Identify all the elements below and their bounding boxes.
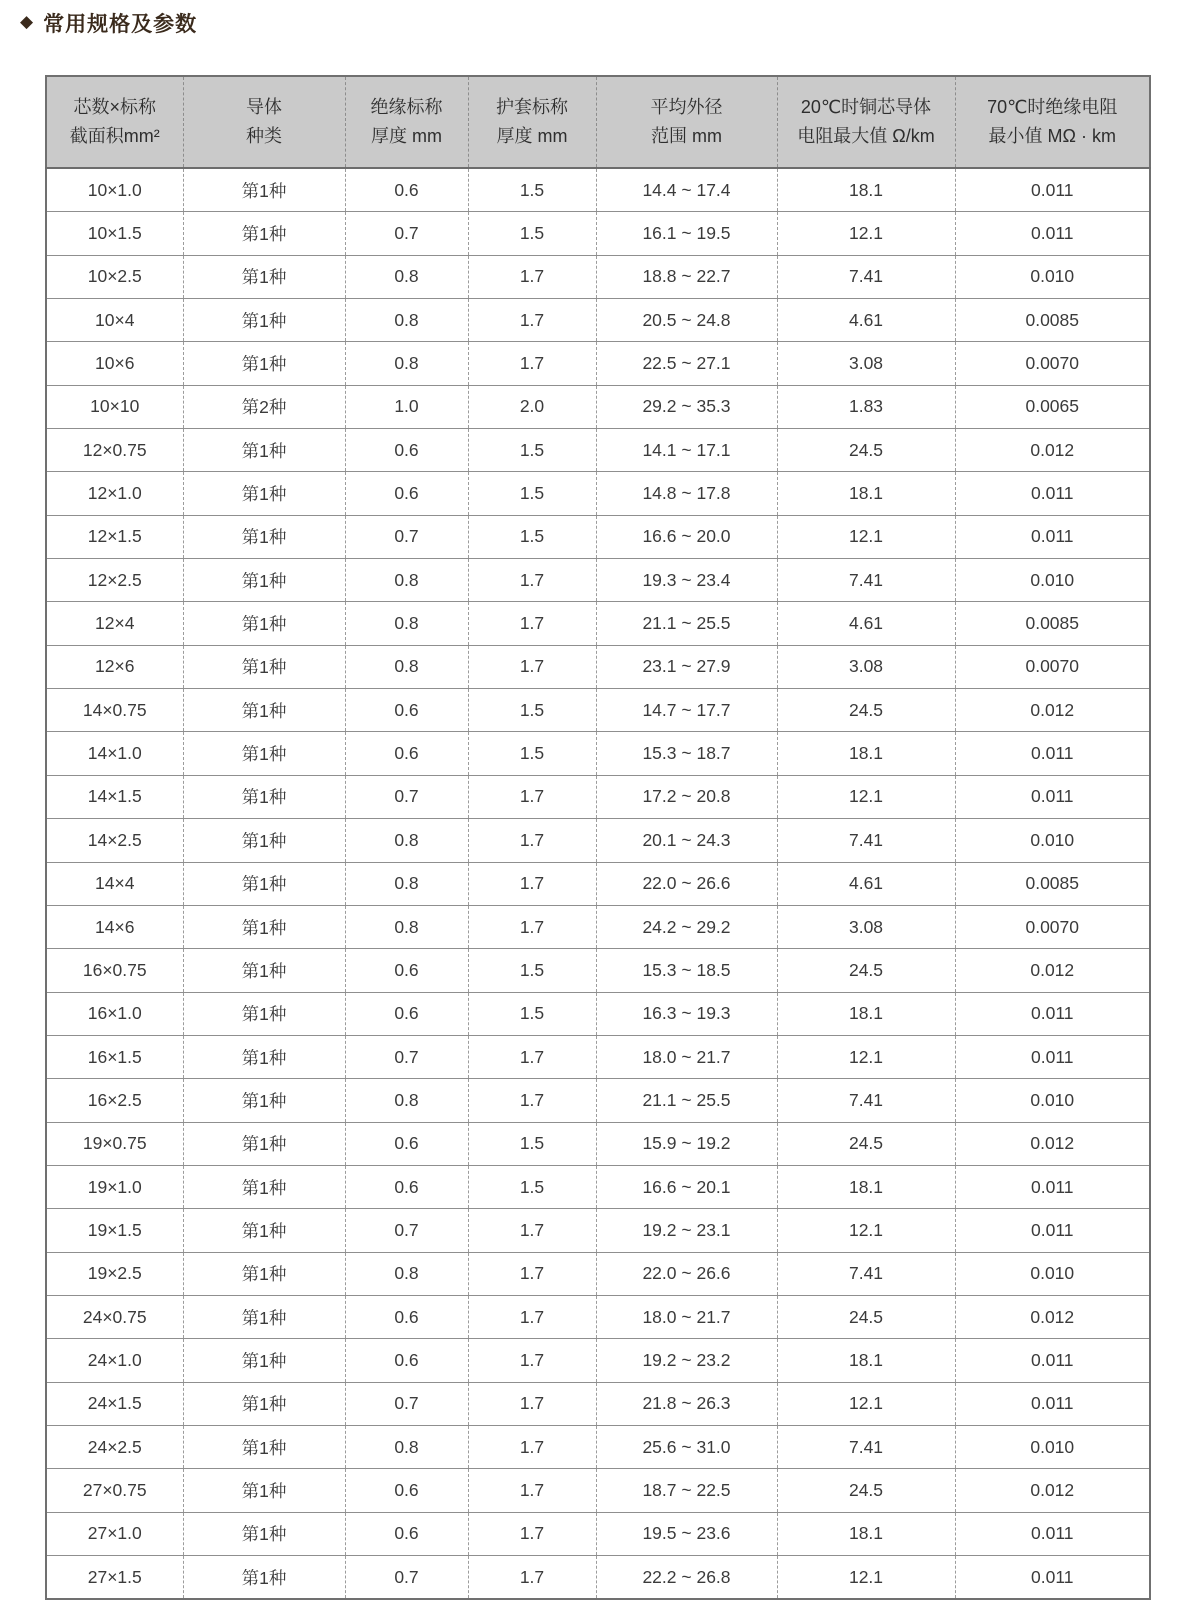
- table-cell: 14×1.0: [46, 732, 183, 775]
- table-cell: 0.012: [955, 1295, 1150, 1338]
- table-cell: 第1种: [183, 1165, 345, 1208]
- table-cell: 1.7: [468, 1382, 596, 1425]
- table-cell: 25.6 ~ 31.0: [596, 1425, 777, 1468]
- table-cell: 0.0070: [955, 645, 1150, 688]
- table-cell: 18.1: [777, 732, 955, 775]
- table-cell: 14×4: [46, 862, 183, 905]
- table-cell: 7.41: [777, 559, 955, 602]
- table-cell: 19.5 ~ 23.6: [596, 1512, 777, 1555]
- table-cell: 1.5: [468, 429, 596, 472]
- table-cell: 0.6: [345, 732, 468, 775]
- table-cell: 第1种: [183, 775, 345, 818]
- table-cell: 第1种: [183, 429, 345, 472]
- table-cell: 0.7: [345, 1035, 468, 1078]
- table-cell: 0.010: [955, 1079, 1150, 1122]
- table-cell: 0.010: [955, 1252, 1150, 1295]
- column-header: 20℃时铜芯导体 电阻最大值 Ω/km: [777, 76, 955, 168]
- table-cell: 15.3 ~ 18.7: [596, 732, 777, 775]
- table-cell: 第1种: [183, 689, 345, 732]
- table-cell: 1.7: [468, 905, 596, 948]
- table-cell: 0.6: [345, 1122, 468, 1165]
- table-row: [46, 385, 1150, 428]
- table-cell: 0.8: [345, 255, 468, 298]
- table-cell: 1.7: [468, 819, 596, 862]
- table-cell: 16×0.75: [46, 949, 183, 992]
- table-cell: 19×2.5: [46, 1252, 183, 1295]
- table-cell: 24.5: [777, 1295, 955, 1338]
- table-cell: 第1种: [183, 1252, 345, 1295]
- table-row: [46, 1122, 1150, 1165]
- table-cell: 1.7: [468, 1035, 596, 1078]
- table-cell: 0.8: [345, 905, 468, 948]
- table-cell: 24×2.5: [46, 1425, 183, 1468]
- table-cell: 22.0 ~ 26.6: [596, 862, 777, 905]
- table-cell: 0.8: [345, 645, 468, 688]
- table-cell: 第1种: [183, 1035, 345, 1078]
- table-cell: 0.6: [345, 1165, 468, 1208]
- table-cell: 19.3 ~ 23.4: [596, 559, 777, 602]
- spec-table-body: [46, 168, 1150, 1599]
- table-cell: 24×1.5: [46, 1382, 183, 1425]
- table-cell: 第1种: [183, 1295, 345, 1338]
- table-cell: 第1种: [183, 559, 345, 602]
- table-row: [46, 689, 1150, 732]
- table-cell: 12×2.5: [46, 559, 183, 602]
- table-cell: 0.8: [345, 1252, 468, 1295]
- table-cell: 0.011: [955, 1209, 1150, 1252]
- table-row: [46, 472, 1150, 515]
- table-row: [46, 1425, 1150, 1468]
- table-cell: 21.1 ~ 25.5: [596, 1079, 777, 1122]
- table-cell: 0.0065: [955, 385, 1150, 428]
- table-cell: 16.3 ~ 19.3: [596, 992, 777, 1035]
- table-cell: 0.012: [955, 689, 1150, 732]
- table-cell: 第1种: [183, 212, 345, 255]
- spec-table-head: [46, 76, 1150, 168]
- table-cell: 第1种: [183, 1339, 345, 1382]
- table-cell: 1.7: [468, 1556, 596, 1600]
- table-cell: 24.5: [777, 689, 955, 732]
- table-cell: 27×1.0: [46, 1512, 183, 1555]
- table-cell: 0.7: [345, 1556, 468, 1600]
- table-row: [46, 862, 1150, 905]
- table-cell: 7.41: [777, 1252, 955, 1295]
- table-cell: 0.6: [345, 689, 468, 732]
- table-cell: 14×1.5: [46, 775, 183, 818]
- table-cell: 12×1.0: [46, 472, 183, 515]
- table-cell: 第1种: [183, 255, 345, 298]
- table-cell: 15.3 ~ 18.5: [596, 949, 777, 992]
- table-cell: 29.2 ~ 35.3: [596, 385, 777, 428]
- table-cell: 10×1.0: [46, 168, 183, 212]
- table-row: [46, 775, 1150, 818]
- diamond-icon: ◆: [20, 12, 35, 31]
- table-row: [46, 515, 1150, 558]
- table-cell: 12×4: [46, 602, 183, 645]
- table-cell: 第1种: [183, 732, 345, 775]
- table-cell: 1.7: [468, 1425, 596, 1468]
- table-cell: 1.7: [468, 1252, 596, 1295]
- spec-table: [45, 75, 1151, 1600]
- table-cell: 10×10: [46, 385, 183, 428]
- table-cell: 1.7: [468, 1469, 596, 1512]
- table-cell: 18.0 ~ 21.7: [596, 1295, 777, 1338]
- table-cell: 10×2.5: [46, 255, 183, 298]
- table-cell: 12.1: [777, 1209, 955, 1252]
- table-row: [46, 992, 1150, 1035]
- table-cell: 0.0085: [955, 862, 1150, 905]
- table-cell: 第1种: [183, 905, 345, 948]
- table-cell: 12.1: [777, 212, 955, 255]
- table-cell: 4.61: [777, 862, 955, 905]
- table-cell: 1.7: [468, 342, 596, 385]
- table-cell: 0.012: [955, 1469, 1150, 1512]
- table-row: [46, 1035, 1150, 1078]
- table-row: [46, 1469, 1150, 1512]
- table-row: [46, 168, 1150, 212]
- table-cell: 1.7: [468, 862, 596, 905]
- table-cell: 18.8 ~ 22.7: [596, 255, 777, 298]
- table-cell: 第1种: [183, 299, 345, 342]
- table-cell: 1.5: [468, 732, 596, 775]
- table-cell: 12.1: [777, 1035, 955, 1078]
- table-cell: 0.8: [345, 299, 468, 342]
- table-row: [46, 212, 1150, 255]
- table-cell: 0.7: [345, 1382, 468, 1425]
- table-cell: 第1种: [183, 602, 345, 645]
- table-cell: 0.6: [345, 949, 468, 992]
- table-cell: 第1种: [183, 1425, 345, 1468]
- table-cell: 1.0: [345, 385, 468, 428]
- table-cell: 12×0.75: [46, 429, 183, 472]
- table-cell: 1.5: [468, 992, 596, 1035]
- table-cell: 第1种: [183, 1079, 345, 1122]
- table-row: [46, 1209, 1150, 1252]
- table-row: [46, 1295, 1150, 1338]
- table-cell: 7.41: [777, 819, 955, 862]
- table-cell: 14.4 ~ 17.4: [596, 168, 777, 212]
- table-cell: 12.1: [777, 1382, 955, 1425]
- table-cell: 7.41: [777, 255, 955, 298]
- table-cell: 18.1: [777, 472, 955, 515]
- table-cell: 0.8: [345, 819, 468, 862]
- table-cell: 0.7: [345, 1209, 468, 1252]
- table-cell: 第1种: [183, 472, 345, 515]
- table-cell: 0.6: [345, 992, 468, 1035]
- table-cell: 0.012: [955, 429, 1150, 472]
- column-header: 平均外径 范围 mm: [596, 76, 777, 168]
- table-cell: 0.011: [955, 1512, 1150, 1555]
- table-cell: 0.8: [345, 342, 468, 385]
- table-cell: 16×2.5: [46, 1079, 183, 1122]
- table-cell: 24.5: [777, 1122, 955, 1165]
- table-cell: 第1种: [183, 342, 345, 385]
- table-cell: 7.41: [777, 1079, 955, 1122]
- table-cell: 第1种: [183, 168, 345, 212]
- table-cell: 第1种: [183, 515, 345, 558]
- table-row: [46, 559, 1150, 602]
- table-cell: 第1种: [183, 1512, 345, 1555]
- table-cell: 1.7: [468, 559, 596, 602]
- table-cell: 3.08: [777, 905, 955, 948]
- table-row: [46, 342, 1150, 385]
- table-cell: 22.0 ~ 26.6: [596, 1252, 777, 1295]
- table-cell: 0.012: [955, 1122, 1150, 1165]
- table-cell: 18.7 ~ 22.5: [596, 1469, 777, 1512]
- table-cell: 0.7: [345, 212, 468, 255]
- table-cell: 16.6 ~ 20.1: [596, 1165, 777, 1208]
- table-cell: 24.5: [777, 429, 955, 472]
- table-cell: 7.41: [777, 1425, 955, 1468]
- table-cell: 18.1: [777, 1165, 955, 1208]
- table-cell: 0.012: [955, 949, 1150, 992]
- column-header: 70℃时绝缘电阻 最小值 MΩ · km: [955, 76, 1150, 168]
- table-cell: 14×0.75: [46, 689, 183, 732]
- table-cell: 1.5: [468, 949, 596, 992]
- table-cell: 第1种: [183, 1209, 345, 1252]
- table-row: [46, 1512, 1150, 1555]
- table-cell: 1.83: [777, 385, 955, 428]
- table-cell: 12×6: [46, 645, 183, 688]
- table-cell: 21.1 ~ 25.5: [596, 602, 777, 645]
- table-cell: 21.8 ~ 26.3: [596, 1382, 777, 1425]
- table-row: [46, 1165, 1150, 1208]
- table-row: [46, 1079, 1150, 1122]
- table-cell: 第1种: [183, 1469, 345, 1512]
- table-cell: 0.010: [955, 559, 1150, 602]
- table-row: [46, 602, 1150, 645]
- table-row: [46, 905, 1150, 948]
- section-title-text: 常用规格及参数: [43, 13, 198, 36]
- table-cell: 27×1.5: [46, 1556, 183, 1600]
- table-cell: 19×1.5: [46, 1209, 183, 1252]
- table-cell: 0.0070: [955, 905, 1150, 948]
- table-cell: 3.08: [777, 645, 955, 688]
- table-cell: 18.1: [777, 1339, 955, 1382]
- table-cell: 1.7: [468, 255, 596, 298]
- header-row: [46, 76, 1150, 168]
- table-cell: 16×1.0: [46, 992, 183, 1035]
- table-cell: 18.1: [777, 992, 955, 1035]
- table-cell: 0.6: [345, 429, 468, 472]
- table-cell: 0.011: [955, 168, 1150, 212]
- table-cell: 27×0.75: [46, 1469, 183, 1512]
- table-cell: 1.5: [468, 212, 596, 255]
- table-cell: 1.7: [468, 1339, 596, 1382]
- table-cell: 1.7: [468, 645, 596, 688]
- table-cell: 第2种: [183, 385, 345, 428]
- table-cell: 2.0: [468, 385, 596, 428]
- table-cell: 0.011: [955, 1382, 1150, 1425]
- table-cell: 0.0070: [955, 342, 1150, 385]
- table-cell: 第1种: [183, 862, 345, 905]
- table-cell: 14×2.5: [46, 819, 183, 862]
- table-cell: 1.5: [468, 689, 596, 732]
- table-cell: 12.1: [777, 775, 955, 818]
- table-cell: 14.1 ~ 17.1: [596, 429, 777, 472]
- table-cell: 0.011: [955, 775, 1150, 818]
- table-cell: 0.011: [955, 732, 1150, 775]
- table-cell: 0.6: [345, 1469, 468, 1512]
- table-cell: 0.8: [345, 1079, 468, 1122]
- table-cell: 12.1: [777, 515, 955, 558]
- table-cell: 0.011: [955, 1165, 1150, 1208]
- table-cell: 1.5: [468, 515, 596, 558]
- table-cell: 0.8: [345, 862, 468, 905]
- table-row: [46, 1382, 1150, 1425]
- table-cell: 24.5: [777, 1469, 955, 1512]
- table-cell: 第1种: [183, 992, 345, 1035]
- table-row: [46, 1252, 1150, 1295]
- table-cell: 1.5: [468, 1122, 596, 1165]
- table-cell: 17.2 ~ 20.8: [596, 775, 777, 818]
- table-cell: 0.011: [955, 212, 1150, 255]
- table-cell: 24.2 ~ 29.2: [596, 905, 777, 948]
- table-cell: 0.011: [955, 472, 1150, 515]
- table-cell: 14.8 ~ 17.8: [596, 472, 777, 515]
- table-cell: 1.7: [468, 1295, 596, 1338]
- table-cell: 18.0 ~ 21.7: [596, 1035, 777, 1078]
- table-cell: 10×4: [46, 299, 183, 342]
- table-cell: 0.6: [345, 1512, 468, 1555]
- table-cell: 0.011: [955, 515, 1150, 558]
- column-header: 护套标称 厚度 mm: [468, 76, 596, 168]
- table-cell: 12×1.5: [46, 515, 183, 558]
- table-row: [46, 819, 1150, 862]
- table-cell: 16.1 ~ 19.5: [596, 212, 777, 255]
- table-cell: 1.5: [468, 1165, 596, 1208]
- table-cell: 0.6: [345, 1339, 468, 1382]
- table-cell: 0.6: [345, 168, 468, 212]
- table-cell: 0.011: [955, 992, 1150, 1035]
- table-cell: 0.010: [955, 819, 1150, 862]
- table-cell: 0.0085: [955, 602, 1150, 645]
- table-row: [46, 1339, 1150, 1382]
- table-cell: 0.8: [345, 559, 468, 602]
- table-cell: 0.7: [345, 515, 468, 558]
- table-cell: 14×6: [46, 905, 183, 948]
- table-row: [46, 429, 1150, 472]
- table-cell: 12.1: [777, 1556, 955, 1600]
- table-cell: 1.7: [468, 602, 596, 645]
- table-cell: 20.1 ~ 24.3: [596, 819, 777, 862]
- table-cell: 第1种: [183, 819, 345, 862]
- table-cell: 4.61: [777, 602, 955, 645]
- table-cell: 第1种: [183, 1382, 345, 1425]
- column-header: 绝缘标称 厚度 mm: [345, 76, 468, 168]
- table-cell: 20.5 ~ 24.8: [596, 299, 777, 342]
- table-cell: 0.8: [345, 1425, 468, 1468]
- table-cell: 1.7: [468, 1209, 596, 1252]
- table-cell: 0.011: [955, 1556, 1150, 1600]
- table-row: [46, 1556, 1150, 1600]
- table-cell: 10×1.5: [46, 212, 183, 255]
- table-cell: 0.010: [955, 1425, 1150, 1468]
- table-cell: 14.7 ~ 17.7: [596, 689, 777, 732]
- table-cell: 1.7: [468, 299, 596, 342]
- table-cell: 0.7: [345, 775, 468, 818]
- table-cell: 第1种: [183, 949, 345, 992]
- column-header: 芯数×标称 截面积mm²: [46, 76, 183, 168]
- table-row: [46, 732, 1150, 775]
- table-cell: 23.1 ~ 27.9: [596, 645, 777, 688]
- table-cell: 16×1.5: [46, 1035, 183, 1078]
- table-cell: 0.011: [955, 1035, 1150, 1078]
- table-cell: 18.1: [777, 168, 955, 212]
- table-row: [46, 299, 1150, 342]
- table-cell: 22.2 ~ 26.8: [596, 1556, 777, 1600]
- section-title: [20, 8, 197, 38]
- column-header: 导体 种类: [183, 76, 345, 168]
- table-cell: 19×0.75: [46, 1122, 183, 1165]
- table-cell: 1.5: [468, 472, 596, 515]
- table-cell: 第1种: [183, 1556, 345, 1600]
- table-row: [46, 255, 1150, 298]
- table-cell: 1.7: [468, 775, 596, 818]
- table-cell: 第1种: [183, 645, 345, 688]
- table-row: [46, 645, 1150, 688]
- table-cell: 22.5 ~ 27.1: [596, 342, 777, 385]
- table-cell: 16.6 ~ 20.0: [596, 515, 777, 558]
- table-cell: 24×0.75: [46, 1295, 183, 1338]
- table-cell: 19.2 ~ 23.2: [596, 1339, 777, 1382]
- table-cell: 0.6: [345, 1295, 468, 1338]
- table-cell: 0.6: [345, 472, 468, 515]
- table-cell: 24.5: [777, 949, 955, 992]
- table-cell: 1.5: [468, 168, 596, 212]
- table-cell: 1.7: [468, 1512, 596, 1555]
- table-cell: 10×6: [46, 342, 183, 385]
- table-cell: 0.010: [955, 255, 1150, 298]
- table-cell: 19×1.0: [46, 1165, 183, 1208]
- table-cell: 0.011: [955, 1339, 1150, 1382]
- table-cell: 第1种: [183, 1122, 345, 1165]
- table-cell: 19.2 ~ 23.1: [596, 1209, 777, 1252]
- table-cell: 15.9 ~ 19.2: [596, 1122, 777, 1165]
- table-cell: 0.0085: [955, 299, 1150, 342]
- table-cell: 1.7: [468, 1079, 596, 1122]
- table-cell: 3.08: [777, 342, 955, 385]
- table-cell: 4.61: [777, 299, 955, 342]
- table-cell: 0.8: [345, 602, 468, 645]
- table-row: [46, 949, 1150, 992]
- table-cell: 24×1.0: [46, 1339, 183, 1382]
- table-cell: 18.1: [777, 1512, 955, 1555]
